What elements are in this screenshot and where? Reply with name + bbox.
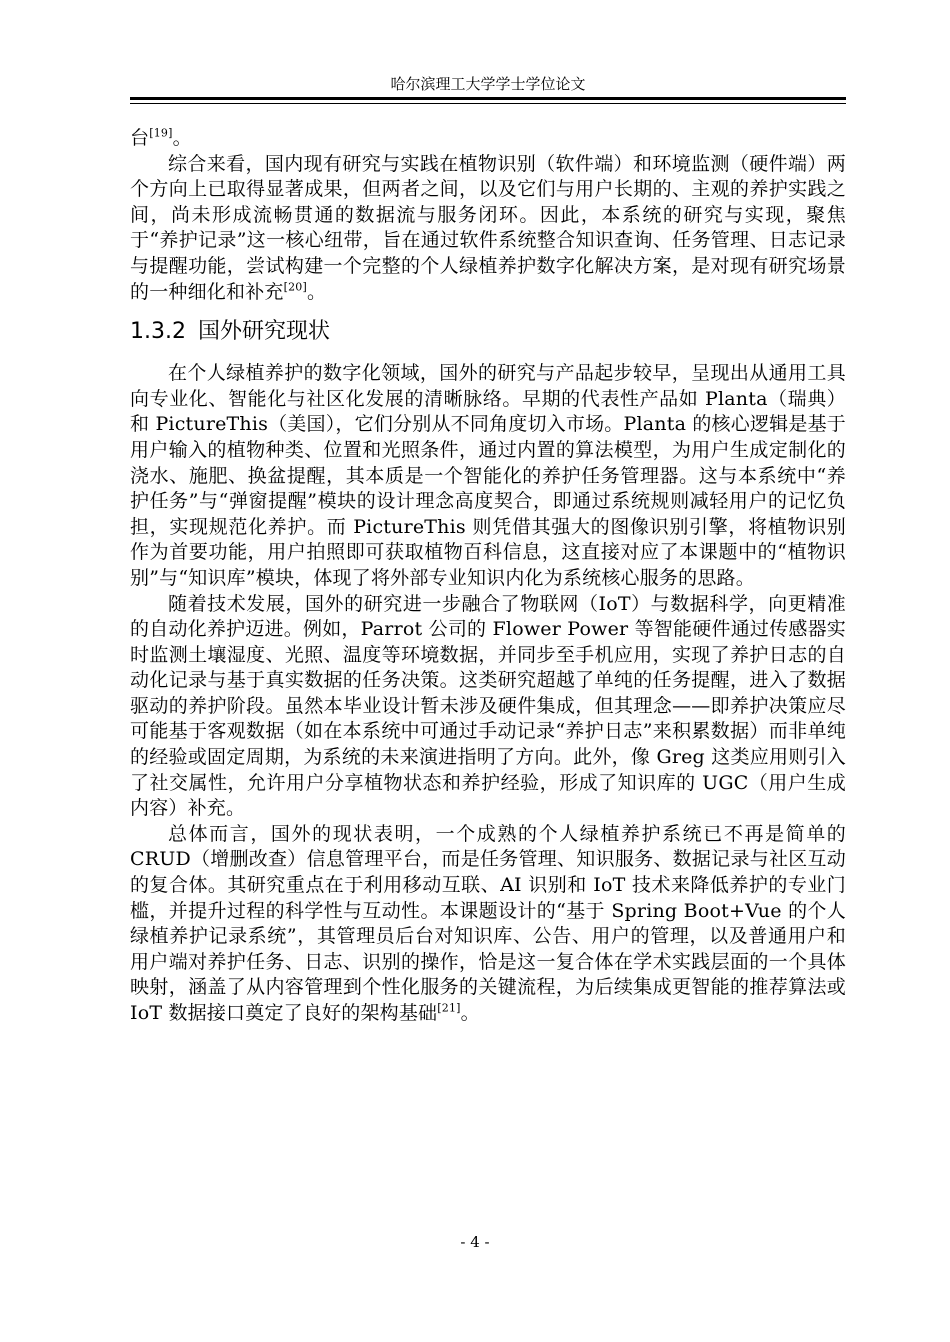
- paragraph-conclusion: 总体而言，国外的现状表明，一个成熟的个人绿植养护系统已不再是简单的 CRUD（增删改查）信息管理平台，而是任务管理、知识服务、数据记录与社区互动的复合体。其研究重点在于利用移动互联、AI 识别和 IoT 技术来降低养护的专业门槛，并提升过程的科学性与互动性。本课题设计的“基于 Spring Boot+Vue 的个人绿植养护记录系统”，其管理员后台对知识库、公告、用户的管理，以及普通用户和用户端对养护任务、日志、识别的操作，恰是这一复合体在学术实践层面的一个具体映射，涵盖了从内容管理到个性化服务的关键流程，为后续集成更智能的推荐算法或 IoT 数据接口奠定了良好的架构基础[21]。: [130, 822, 846, 1024]
- section-heading: [130, 315, 846, 349]
- paragraph-early-products: 在个人绿植养护的数字化领域，国外的研究与产品起步较早，呈现出从通用工具向专业化、智能化与社区化发展的清晰脉络。早期的代表性产品如 Planta（瑞典）和 PictureThis（美国），它们分别从不同角度切入市场。Planta 的核心逻辑是基于用户输入的植物种类、位置和光照条件，通过内置的算法模型，为用户生成定制化的浇水、施肥、换盆提醒，其本质是一个智能化的养护任务管理器。这与本系统中“养护任务”与“弹窗提醒”模块的设计理念高度契合，即通过系统规则减轻用户的记忆负担，实现规范化养护。而 PictureThis 则凭借其强大的图像识别引擎，将植物识别作为首要功能，用户拍照即可获取植物百科信息，这直接对应了本课题中的“植物识别”与“知识库”模块，体现了将外部专业知识内化为系统核心服务的思路。: [130, 362, 846, 589]
- running-header: 哈尔滨理工大学学士学位论文: [390, 75, 586, 93]
- page-number: - 4 -: [460, 1233, 490, 1251]
- paragraph-continuation: 台[19]。: [130, 126, 192, 149]
- section-title: 国外研究现状: [197, 319, 330, 345]
- citation: [21]: [437, 1001, 461, 1015]
- header-rule-thin: [130, 103, 846, 104]
- citation: [19]: [149, 126, 173, 140]
- citation: [20]: [283, 280, 307, 294]
- paragraph-iot: 随着技术发展，国外的研究进一步融合了物联网（IoT）与数据科学，向更精准的自动化养护迈进。例如，Parrot 公司的 Flower Power 等智能硬件通过传感器实时监测土壤湿度、光照、温度等环境数据，并同步至手机应用，实现了养护日志的自动化记录与基于真实数据的任务决策。这类研究超越了单纯的任务提醒，进入了数据驱动的养护阶段。虽然本毕业设计暂未涉及硬件集成，但其理念——即养护决策应尽可能基于客观数据（如在本系统中可通过手动记录“养护日志”来积累数据）而非单纯的经验或固定周期，为系统的未来演进指明了方向。此外，像 Greg 这类应用则引入了社交属性，允许用户分享植物状态和养护经验，形成了知识库的 UGC（用户生成内容）补充。: [130, 592, 846, 820]
- page-body: [130, 126, 846, 1027]
- paragraph-summary: 综合来看，国内现有研究与实践在植物识别（软件端）和环境监测（硬件端）两个方向上已取得显著成果，但两者之间，以及它们与用户长期的、主观的养护实践之间，尚未形成流畅贯通的数据流与服务闭环。因此，本系统的研究与实现，聚焦于“养护记录”这一核心纽带，旨在通过软件系统整合知识查询、任务管理、日志记录与提醒功能，尝试构建一个完整的个人绿植养护数字化解决方案，是对现有研究场景的一种细化和补充[20]。: [130, 152, 846, 303]
- section-number: 1.3.2: [130, 319, 186, 345]
- header-rule-thick: [130, 97, 846, 100]
